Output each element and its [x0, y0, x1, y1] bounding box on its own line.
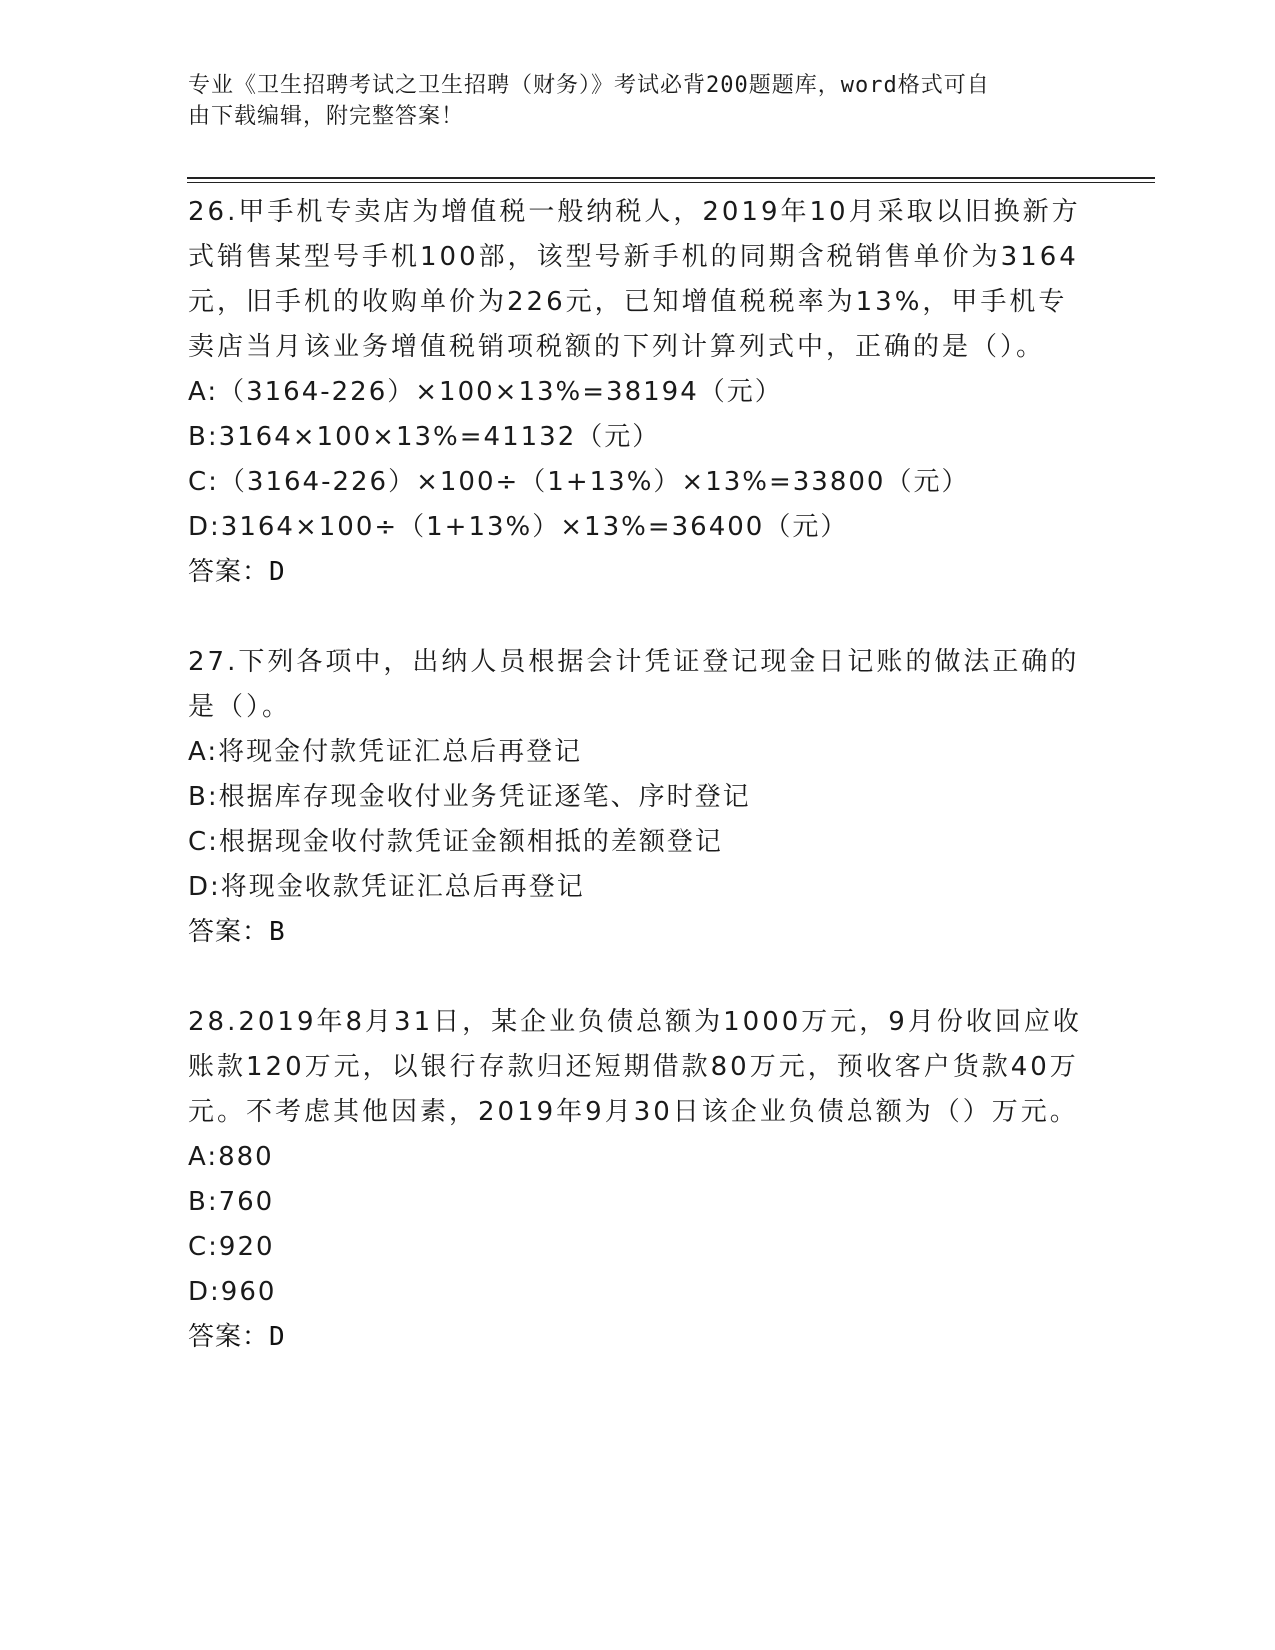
option-b: B:3164×100×13%=41132（元）: [188, 422, 661, 452]
option-a: A:将现金付款凭证汇总后再登记: [188, 737, 583, 767]
question-28: [188, 1000, 1088, 1360]
answer-line: 答案：D: [188, 557, 286, 587]
option-a: A:880: [188, 1142, 274, 1172]
header-divider-thin: [187, 182, 1155, 183]
option-c: C:（3164-226）×100÷（1+13%）×13%=33800（元）: [188, 467, 970, 497]
option-b: B:根据库存现金收付业务凭证逐笔、序时登记: [188, 782, 751, 812]
question-list: [188, 190, 1088, 1405]
document-header: [188, 70, 1068, 132]
question-27: [188, 640, 1088, 955]
option-d: D:3164×100÷（1+13%）×13%=36400（元）: [188, 512, 849, 542]
question-stem: 27.下列各项中，出纳人员根据会计凭证登记现金日记账的做法正确的是（）。: [188, 647, 1080, 722]
option-d: D:960: [188, 1277, 277, 1307]
option-c: C:根据现金收付款凭证金额相抵的差额登记: [188, 827, 723, 857]
header-line-2: 由下载编辑，附完整答案！: [188, 104, 465, 129]
option-b: B:760: [188, 1187, 275, 1217]
option-d: D:将现金收款凭证汇总后再登记: [188, 872, 585, 902]
question-26: [188, 190, 1088, 595]
option-c: C:920: [188, 1232, 275, 1262]
question-stem: 26.甲手机专卖店为增值税一般纳税人，2019年10月采取以旧换新方式销售某型号手机100部，该型号新手机的同期含税销售单价为3164元，旧手机的收购单价为226元，已知增值税税率为13%，甲手机专卖店当月该业务增值税销项税额的下列计算列式中，正确的是（）。: [188, 197, 1081, 362]
header-divider-thick: [187, 177, 1155, 179]
header-line-1: 专业《卫生招聘考试之卫生招聘（财务）》考试必背200题题库，word格式可自: [188, 73, 990, 98]
option-a: A:（3164-226）×100×13%=38194（元）: [188, 377, 783, 407]
answer-line: 答案：B: [188, 917, 286, 947]
answer-line: 答案：D: [188, 1322, 286, 1352]
question-stem: 28.2019年8月31日，某企业负债总额为1000万元，9月份收回应收账款120万元，以银行存款归还短期借款80万元，预收客户货款40万元。不考虑其他因素，2019年9月30日该企业负债总额为（）万元。: [188, 1007, 1082, 1127]
